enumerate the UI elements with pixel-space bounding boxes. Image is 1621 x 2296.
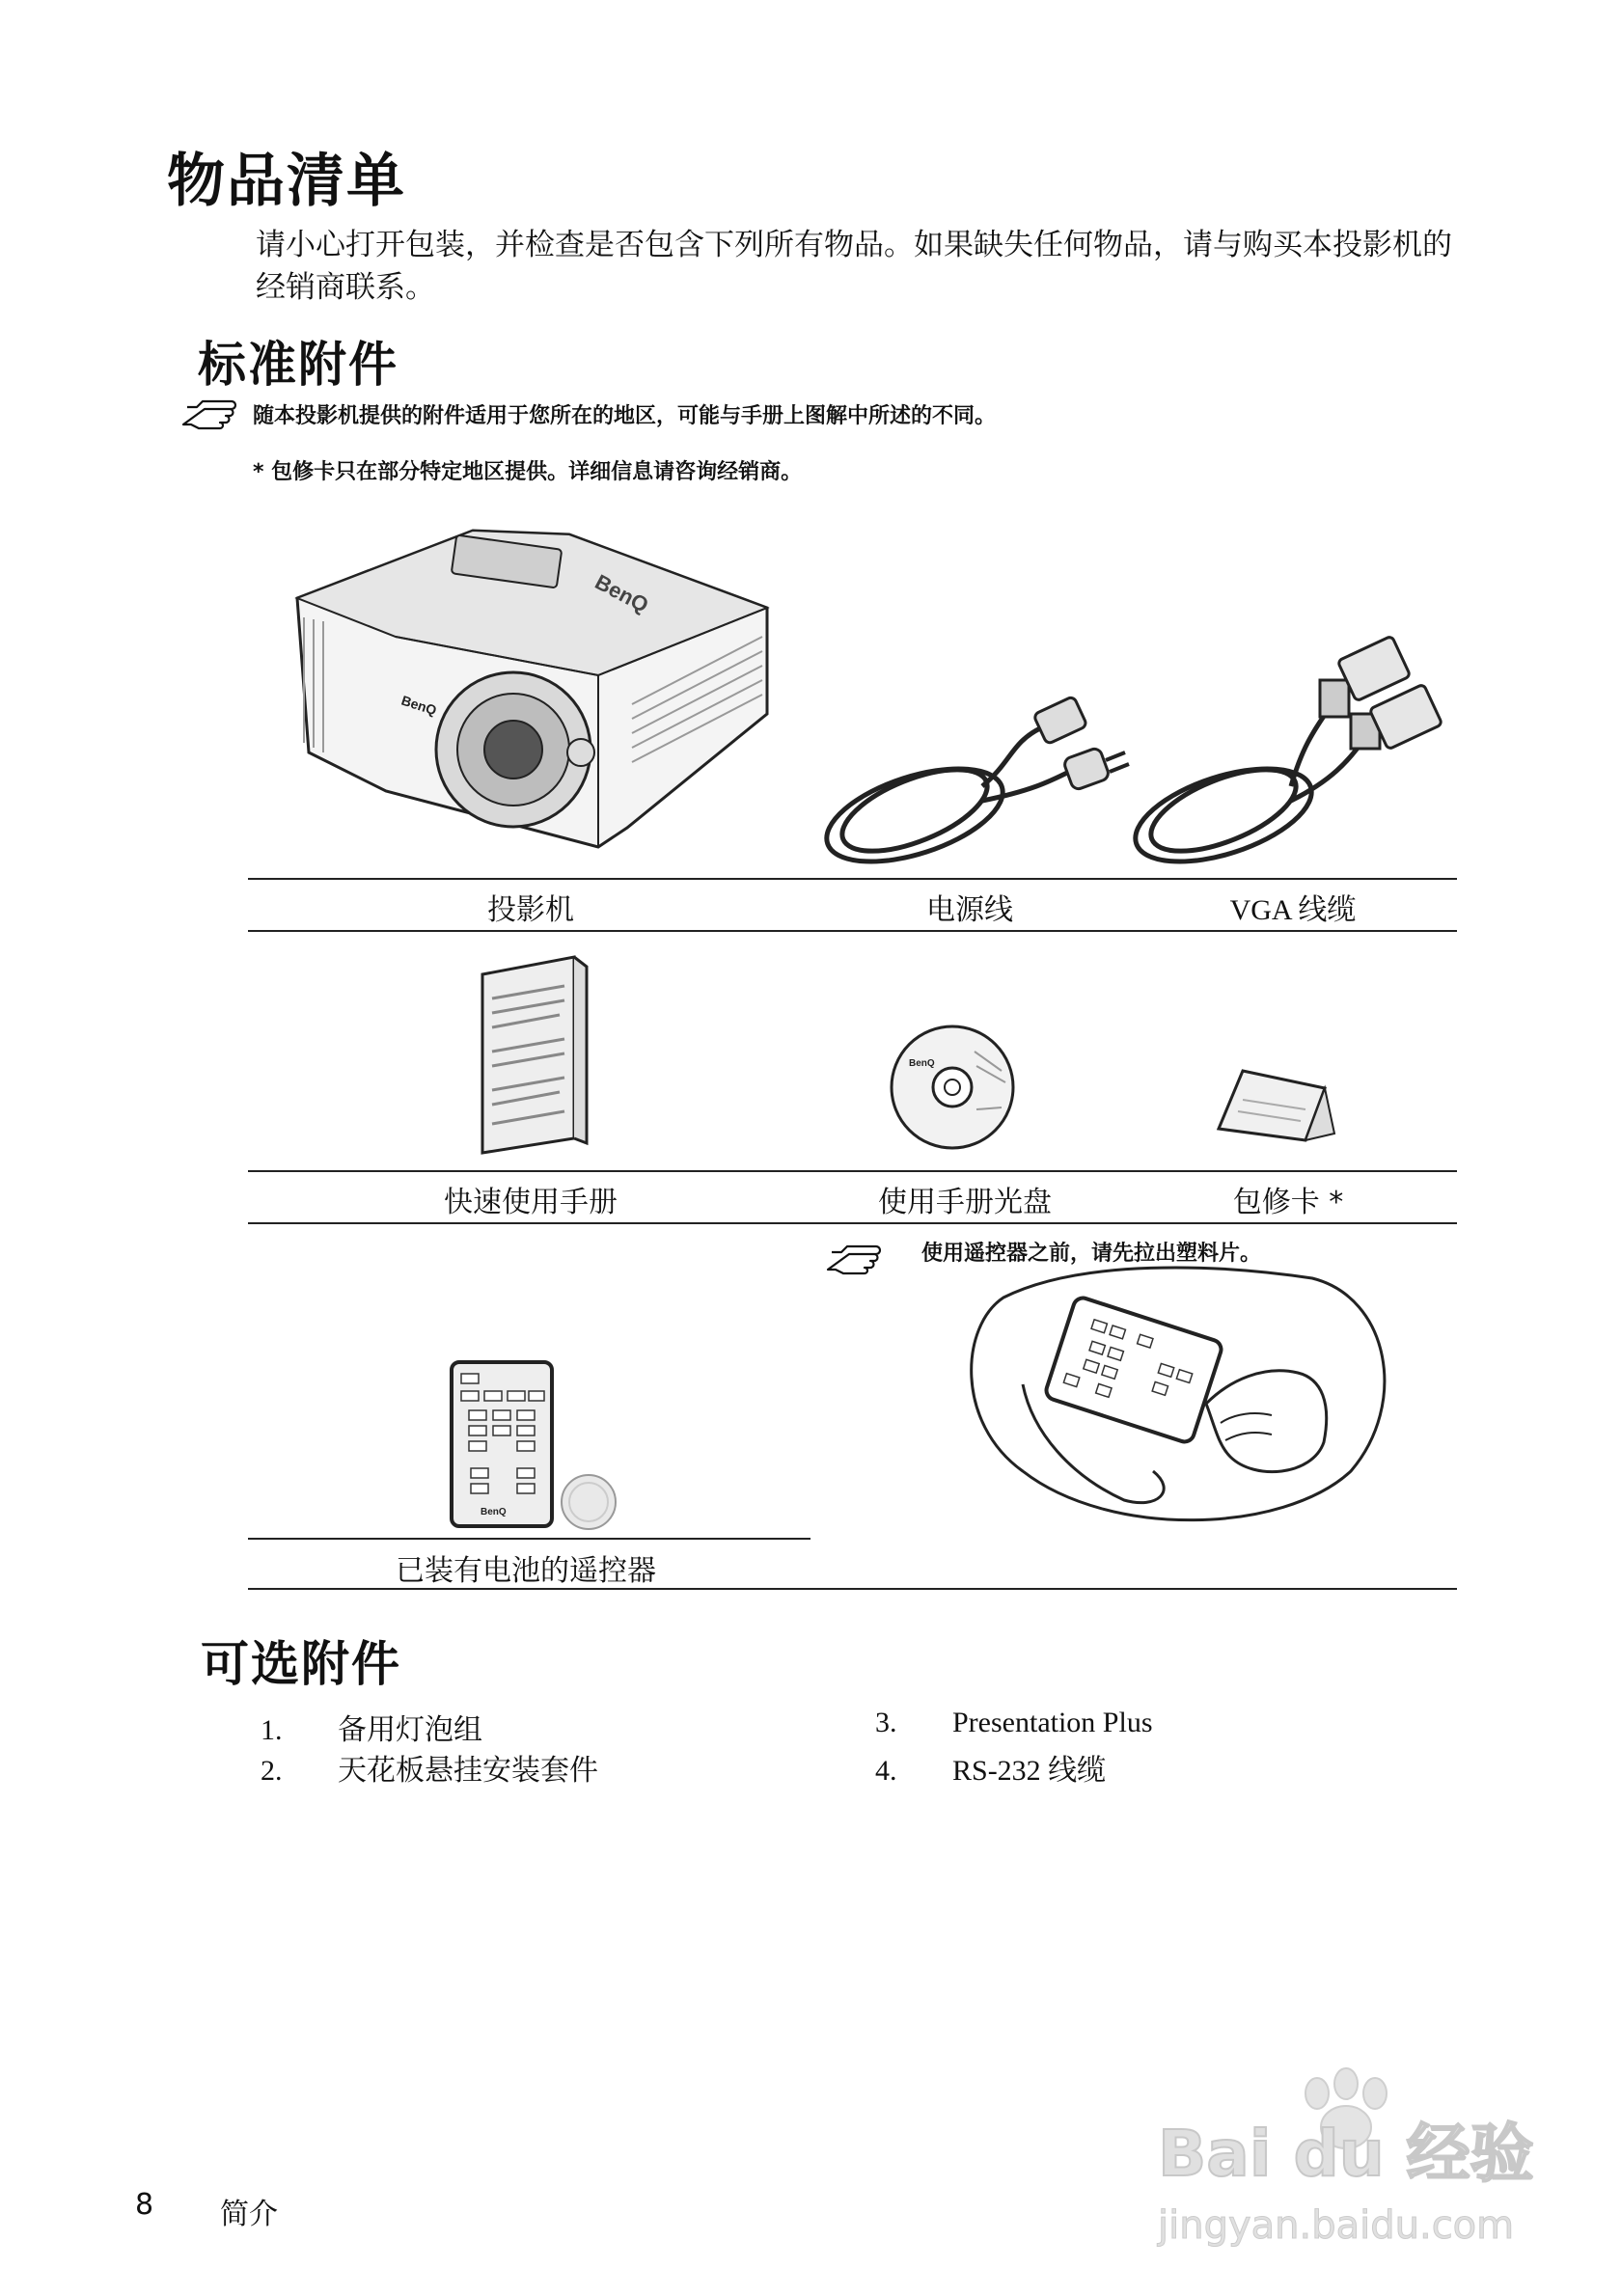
table-rule-2 bbox=[248, 930, 1457, 932]
section-name: 简介 bbox=[220, 2198, 278, 2231]
manual-cd-illustration bbox=[888, 1023, 1018, 1153]
quick-guide-illustration bbox=[473, 955, 598, 1158]
list-item-number: 2. bbox=[261, 1755, 283, 1787]
table-rule-6 bbox=[248, 1588, 1457, 1590]
standard-accessories-heading: 标准附件 bbox=[198, 337, 398, 393]
list-item-number: 3. bbox=[875, 1707, 897, 1738]
table-rule-4 bbox=[248, 1222, 1457, 1224]
vga-cable-caption: VGA 线缆 bbox=[1229, 894, 1357, 926]
table-rule-5 bbox=[248, 1538, 810, 1540]
list-item bbox=[261, 1746, 598, 1789]
list-item-number: 1. bbox=[261, 1714, 283, 1746]
remote-control-illustration bbox=[450, 1360, 623, 1529]
projector-illustration bbox=[280, 521, 782, 868]
warranty-card-illustration bbox=[1214, 1061, 1339, 1143]
list-item-text: Presentation Plus bbox=[952, 1707, 1153, 1738]
vga-cable-illustration bbox=[1127, 627, 1455, 868]
pointing-hand-icon bbox=[183, 397, 243, 432]
remote-caption: 已装有电池的遥控器 bbox=[396, 1554, 656, 1588]
list-item-text: RS-232 线缆 bbox=[952, 1755, 1107, 1787]
page-number: 8 bbox=[135, 2188, 154, 2222]
pointing-hand-icon bbox=[828, 1243, 888, 1277]
list-item bbox=[875, 1746, 1106, 1789]
power-cord-illustration bbox=[818, 675, 1137, 868]
list-item bbox=[875, 1706, 1153, 1739]
remote-pull-tab-note: 使用遥控器之前，请先拉出塑料片。 bbox=[921, 1242, 1262, 1266]
list-item bbox=[261, 1706, 482, 1748]
intro-paragraph: 请小心打开包装，并检查是否包含下列所有物品。如果缺失任何物品，请与购买本投影机的经销商联系。 bbox=[256, 228, 1452, 305]
manual-cd-caption: 使用手册光盘 bbox=[878, 1186, 1052, 1219]
list-item-text: 备用灯泡组 bbox=[338, 1713, 482, 1747]
watermark-url: jingyan.baidu.com bbox=[1158, 2203, 1515, 2248]
note-regional-accessories: 随本投影机提供的附件适用于您所在的地区，可能与手册上图解中所述的不同。 bbox=[253, 404, 997, 428]
list-item-text: 天花板悬挂安装套件 bbox=[338, 1754, 598, 1788]
remote-hands-illustration bbox=[965, 1259, 1399, 1539]
projector-brand-label: BenQ bbox=[399, 692, 439, 719]
baidu-jingyan-watermark bbox=[1148, 2074, 1553, 2257]
table-rule-1 bbox=[248, 878, 1457, 880]
watermark-brand: Bai du 经验 bbox=[1158, 2117, 1534, 2191]
quick-guide-caption: 快速使用手册 bbox=[444, 1186, 618, 1219]
page-title: 物品清单 bbox=[167, 148, 406, 215]
power-cord-caption: 电源线 bbox=[926, 893, 1013, 927]
table-rule-3 bbox=[248, 1170, 1457, 1172]
cd-brand-label: BenQ bbox=[909, 1058, 935, 1069]
projector-caption: 投影机 bbox=[487, 893, 574, 927]
remote-brand-label: BenQ bbox=[481, 1507, 507, 1517]
optional-accessories-heading: 可选附件 bbox=[201, 1636, 401, 1692]
warranty-card-caption: 包修卡 * bbox=[1232, 1186, 1344, 1219]
note-warranty: * 包修卡只在部分特定地区提供。详细信息请咨询经销商。 bbox=[253, 460, 803, 484]
list-item-number: 4. bbox=[875, 1755, 897, 1787]
projector-top-brand-label: BenQ bbox=[591, 569, 653, 617]
